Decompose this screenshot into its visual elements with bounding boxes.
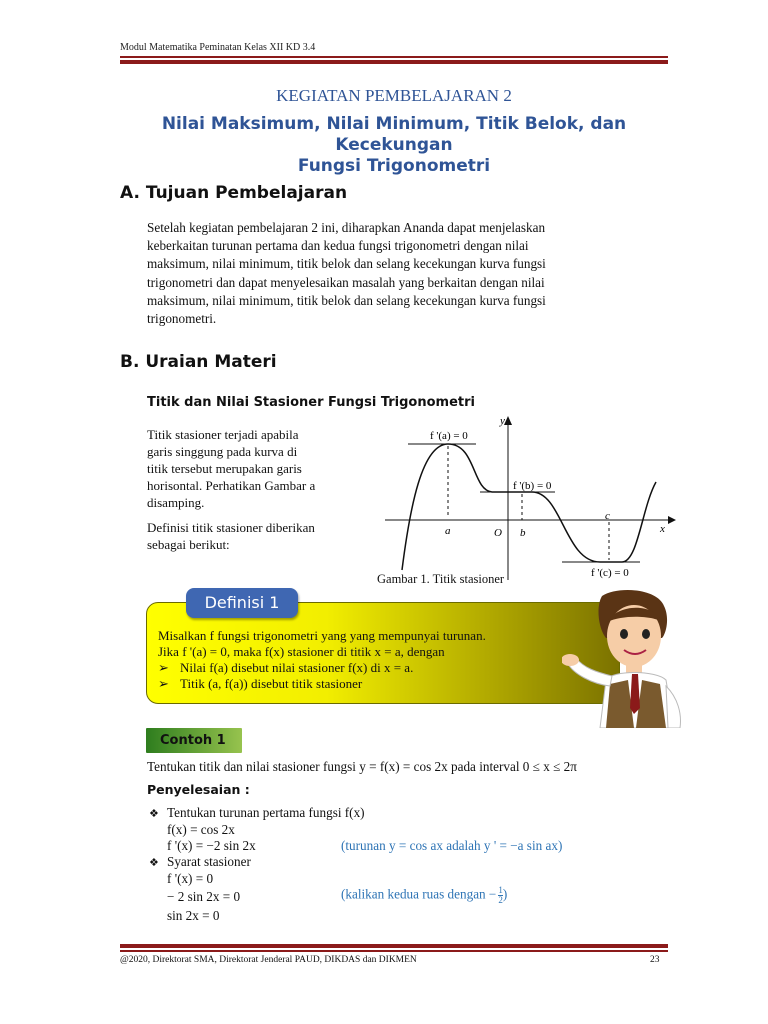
footer-copyright: @2020, Direktorat SMA, Direktorat Jenderal PAUD, DIKDAS dan DIKMEN [120, 955, 417, 965]
definition-tag: Definisi 1 [186, 588, 298, 618]
label-fc: f '(c) = 0 [591, 567, 629, 579]
equation-condition: f '(x) = 0 [167, 871, 214, 886]
kegiatan-subtitle [120, 114, 668, 177]
label-y: y [500, 415, 505, 427]
derivative-note: (turunan y = cos ax adalah y ' = −a sin ax) [341, 838, 563, 853]
label-fa: f '(a) = 0 [430, 430, 468, 442]
diamond-bullet-icon: ❖ [149, 807, 159, 820]
kegiatan-title: KEGIATAN PEMBELAJARAN 2 [276, 86, 512, 105]
text-line: Titik stasioner terjadi apabila [147, 427, 299, 442]
contoh-tag: Contoh 1 [146, 728, 242, 753]
para-line: Setelah kegiatan pembelajaran 2 ini, diharapkan Ananda dapat menjelaskan [147, 220, 546, 235]
arrow-bullet-icon: ➢ [158, 676, 169, 691]
label-b: b [520, 527, 526, 539]
label-a: a [445, 525, 451, 537]
section-a-paragraph [147, 219, 668, 328]
text-line: Definisi titik stasioner diberikan [147, 520, 315, 535]
equation-sin: − 2 sin 2x = 0 [167, 889, 241, 904]
stasioner-explanation [147, 426, 347, 511]
label-x: x [660, 523, 665, 535]
section-b-subheading: Titik dan Nilai Stasioner Fungsi Trigonometri [147, 395, 475, 410]
equation-sin-zero: sin 2x = 0 [167, 908, 220, 923]
header-rule-thin [120, 56, 668, 58]
label-origin: O [494, 527, 502, 539]
fraction-half: $\frac{1}{2}$ [498, 885, 503, 905]
step-2: ❖ Syarat stasioner [149, 854, 251, 869]
stationary-point-graph [380, 412, 680, 582]
definisi-intro [147, 519, 347, 553]
header-rule-thick [120, 60, 668, 64]
definition-bullet-1: ➢ Nilai f(a) disebut nilai stasioner f(x) di x = a. [158, 660, 414, 675]
equation-fprime: f '(x) = −2 sin 2x [167, 838, 256, 853]
multiply-note: (kalikan kedua ruas dengan − $\frac{1}{2}$ ) [341, 885, 508, 905]
figure-caption: Gambar 1. Titik stasioner [377, 572, 505, 586]
definition-line-2: Jika f '(a) = 0, maka f(x) stasioner di titik x = a, dengan [158, 644, 445, 659]
footer-rule-thick [120, 944, 668, 948]
footer-rule-thin [120, 950, 668, 952]
text-line: horisontal. Perhatikan Gambar a [147, 478, 316, 493]
text-line: disamping. [147, 495, 205, 510]
section-b-heading: B. Uraian Materi [120, 352, 277, 372]
step-1: ❖ Tentukan turunan pertama fungsi f(x) [149, 805, 365, 820]
para-line: trigonometri dan dapat menyelesaikan masalah yang berkaitan dengan nilai [147, 274, 545, 290]
header-module-title: Modul Matematika Peminatan Kelas XII KD 3.4 [120, 42, 316, 53]
subtitle-line-1: Nilai Maksimum, Nilai Minimum, Titik Belok, dan Kecekungan [161, 114, 627, 155]
subtitle-line-2: Fungsi Trigonometri [297, 156, 491, 176]
para-line: trigonometri. [147, 311, 217, 327]
definition-bullet-2: ➢ Titik (a, f(a)) disebut titik stasioner [158, 676, 363, 691]
para-line: maksimum, nilai minimum, titik belok dan selang kecekungan kurva fungsi [147, 256, 546, 272]
para-line: maksimum, nilai minimum, titik belok dan selang kecekungan kurva fungsi [147, 292, 546, 308]
penyelesaian-label: Penyelesaian : [147, 782, 250, 797]
arrow-bullet-icon: ➢ [158, 660, 169, 675]
definition-line-1: Misalkan f fungsi trigonometri yang yang mempunyai turunan. [158, 628, 486, 643]
label-c: c [605, 510, 610, 522]
label-fb: f '(b) = 0 [513, 480, 552, 492]
contoh-problem: Tentukan titik dan nilai stasioner fungsi y = f(x) = cos 2x pada interval 0 ≤ x ≤ 2π [147, 759, 577, 774]
text-line: garis singgung pada kurva di [147, 444, 298, 459]
x-axis-arrow-icon [668, 516, 676, 524]
text-line: sebagai berikut: [147, 537, 230, 552]
section-a-heading: A. Tujuan Pembelajaran [120, 183, 348, 203]
equation-fx: f(x) = cos 2x [167, 822, 235, 837]
teacher-illustration-icon [562, 588, 692, 728]
diamond-bullet-icon: ❖ [149, 856, 159, 869]
page-number: 23 [650, 955, 660, 965]
y-axis-arrow-icon [504, 416, 512, 425]
function-curve [402, 444, 656, 570]
para-line: keberkaitan turunan pertama dan kedua fungsi trigonometri dengan nilai [147, 238, 529, 254]
text-line: titik tersebut merupakan garis [147, 461, 302, 476]
